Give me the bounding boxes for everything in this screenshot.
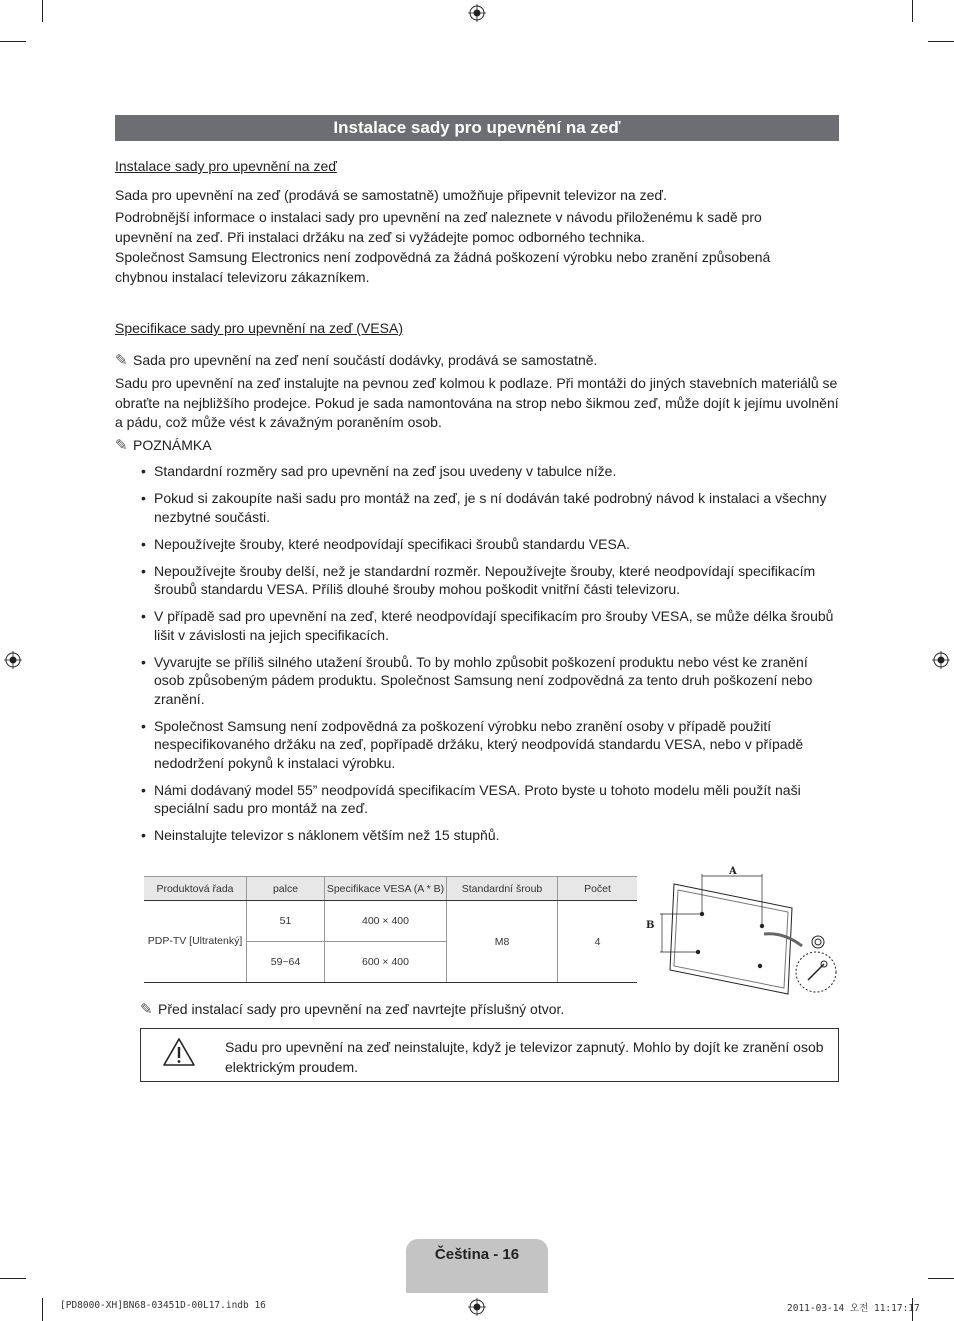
registration-mark-icon [468,1298,486,1316]
note [140,1000,564,1020]
pencil-icon: ✎ [115,437,128,454]
list-item: • Nepoužívejte šrouby, které neodpovídají specifikaci šroubů standardu VESA. [115,535,841,554]
column-header: palce [247,877,325,901]
list-item: • Neinstalujte televizor s náklonem větším než 15 stupňů. [115,826,841,845]
crop-mark [928,1278,954,1279]
vesa-hole [700,912,704,916]
note-text: Před instalací sady pro upevnění na zeď navrtejte příslušný otvor. [158,1001,565,1017]
print-timestamp: 2011-03-14 오전 11:17:17 [787,1303,920,1314]
table-header-row [144,877,637,901]
crop-mark [0,41,26,42]
list-item: • Nepoužívejte šrouby delší, než je standardní rozměr. Nepoužívejte šrouby, které neodpovídají specifikacím šroubů standardu VESA. Příliš dlouhé šrouby mohou poškodit vnitřní části televizoru. [115,562,841,599]
paragraph: Sadu pro upevnění na zeď instalujte na pevnou zeď kolmou k podlaze. Při montáži do jiných stavebních materiálů se obraťte na nejbližšího prodejce. Pokud je sada namontována na strop nebo šikmou zeď, může dojít k jejímu uvolnění a pádu, což může vést k závažným poraněním osob. [115,375,839,430]
page-number-tab: Čeština - 16 [406,1239,548,1293]
tv-back-vesa-diagram [644,862,842,1002]
note-heading [115,436,212,456]
crop-mark [912,0,913,22]
table-cell: 600 × 400 [325,942,447,983]
crop-mark [42,1298,43,1321]
pencil-icon: ✎ [140,1001,153,1018]
caution-box [140,1028,839,1082]
screw-hole-icon [812,936,824,948]
note-bullet-list [115,462,841,853]
list-item: • Pokud si zakoupíte naši sadu pro montáž na zeď, je s ní dodáván také podrobný návod k instalaci a všechny nezbytné součásti. [115,489,841,526]
dimension-label-a: A [729,866,737,877]
registration-mark-icon [4,651,22,669]
note [115,351,597,371]
dimension-label-b: B [646,920,655,931]
vesa-hole [696,950,700,954]
table-cell: M8 [447,901,558,983]
tv-back-panel-inner [674,890,788,988]
table-cell: 4 [558,901,638,983]
vesa-spec-table [144,876,637,983]
print-file-info: [PD8000-XH]BN68-03451D-00L17.indb 16 [60,1300,266,1311]
list-item: • Společnost Samsung není zodpovědná za poškození výrobku nebo zranění osoby v případě použití nespecifikovaného držáku na zeď, popřípadě držáku, který neodpovídá standardu VESA, nebo v případě nedodržení pokynů k instalaci výrobku. [115,717,841,773]
vesa-hole [758,964,762,968]
list-item: • Námi dodávaný model 55” neodpovídá specifikacím VESA. Proto byste u tohoto modelu měli použít naši speciální sadu pro montáž na zeď. [115,781,841,818]
paragraph: Sada pro upevnění na zeď (prodává se samostatně) umožňuje připevnit televizor na zeď. [115,187,667,203]
caution-text: Sadu pro upevnění na zeď neinstalujte, když je televizor zapnutý. Mohlo by dojít ke zranění osob elektrickým proudem. [225,1039,824,1075]
table-cell: 51 [247,901,325,942]
crop-mark [0,1278,26,1279]
crop-mark [928,41,954,42]
column-header: Produktová řada [144,877,247,901]
table-row [144,901,637,942]
page-title: Instalace sady pro upevnění na zeď [115,115,839,141]
list-item: • Standardní rozměry sad pro upevnění na zeď jsou uvedeny v tabulce níže. [115,462,841,481]
crop-mark [42,0,43,22]
paragraph: Společnost Samsung Electronics není zodpovědná za žádná poškození výrobku nebo zranění způsobená chybnou instalací televizoru zákazníkem. [115,249,771,285]
paragraph: Podrobnější informace o instalaci sady pro upevnění na zeď naleznete v návodu přiloženému k sadě pro upevnění na zeď. Při instalaci držáku na zeď si vyžádejte pomoc odborného technika. [115,209,762,245]
section-heading: Instalace sady pro upevnění na zeď [115,158,337,174]
note-label: POZNÁMKA [133,437,212,453]
curved-arrow-icon [764,934,802,946]
section-heading: Specifikace sady pro upevnění na zeď (VESA) [115,320,403,336]
column-header: Standardní šroub [447,877,558,901]
pencil-icon: ✎ [115,352,128,369]
table-cell: 59~64 [247,942,325,983]
table-cell-product-line: PDP-TV [Ultratenký] [144,901,247,983]
column-header: Specifikace VESA (A * B) [325,877,447,901]
list-item: • Vyvarujte se příliš silného utažení šroubů. To by mohlo způsobit poškození produktu nebo vést ke zranění osob způsobeným pádem produktu. Společnost Samsung není zodpovědná za tento druh poškození nebo zranění. [115,653,841,709]
column-header: Počet [558,877,638,901]
registration-mark-icon [932,651,950,669]
table-cell: 400 × 400 [325,901,447,942]
warning-icon [162,1037,196,1067]
list-item: • V případě sad pro upevnění na zeď, které neodpovídají specifikacím pro šrouby VESA, se může délka šroubů lišit v závislosti na jejich specifikacích. [115,607,841,644]
note-text: Sada pro upevnění na zeď není součástí dodávky, prodává se samostatně. [133,352,598,368]
registration-mark-icon [468,4,486,22]
vesa-hole [760,924,764,928]
